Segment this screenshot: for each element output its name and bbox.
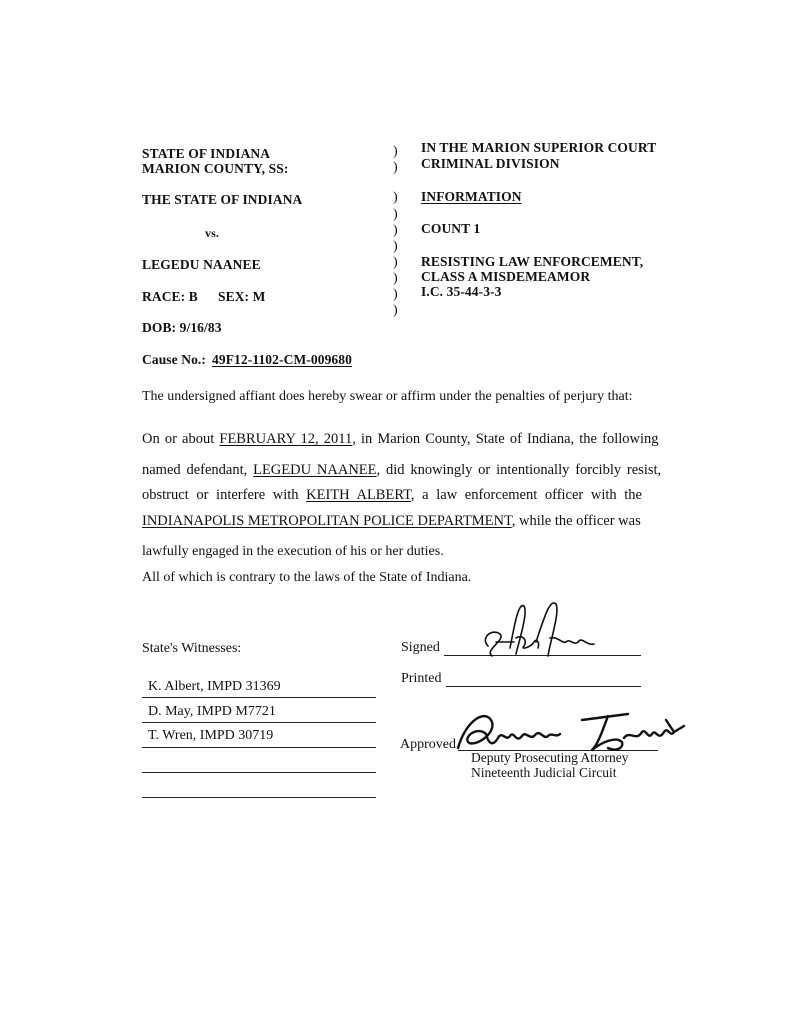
court-division: CRIMINAL DIVISION bbox=[421, 156, 560, 171]
court-name: IN THE MARION SUPERIOR COURT bbox=[421, 140, 657, 155]
caption-paren: ) bbox=[393, 144, 398, 159]
judicial-circuit: Nineteenth Judicial Circuit bbox=[471, 765, 617, 780]
state-label: STATE OF INDIANA bbox=[142, 146, 271, 161]
body-line-1 bbox=[142, 431, 659, 448]
printed-label: Printed bbox=[401, 671, 442, 686]
defendant-ref: LEGEDU NAANEE bbox=[253, 462, 377, 478]
race-field: RACE: B bbox=[142, 289, 198, 304]
witnesses-label: State's Witnesses: bbox=[142, 641, 242, 656]
body-line-2 bbox=[142, 462, 661, 479]
printed-line bbox=[446, 686, 641, 687]
body-text: , in Marion County, State of Indiana, the following bbox=[352, 431, 659, 447]
sex-field: SEX: M bbox=[218, 289, 266, 304]
versus-label: vs. bbox=[205, 226, 219, 240]
witness-item: T. Wren, IMPD 30719 bbox=[148, 728, 274, 743]
caption-paren: ) bbox=[393, 207, 398, 222]
body-text: named defendant, bbox=[142, 462, 254, 478]
caption-paren: ) bbox=[393, 287, 398, 302]
closing-statement: All of which is contrary to the laws of the State of Indiana. bbox=[142, 570, 472, 585]
affiant-signature bbox=[470, 598, 610, 668]
charge-line-1: RESISTING LAW ENFORCEMENT, bbox=[421, 254, 644, 269]
witness-item: K. Albert, IMPD 31369 bbox=[148, 679, 281, 694]
caption-paren: ) bbox=[393, 239, 398, 254]
document-type: INFORMATION bbox=[421, 189, 522, 204]
signed-label: Signed bbox=[401, 640, 440, 655]
statute-citation: I.C. 35-44-3-3 bbox=[421, 284, 502, 299]
body-text: , while the officer was bbox=[511, 513, 641, 529]
defendant-name: LEGEDU NAANEE bbox=[142, 257, 261, 272]
county-label: MARION COUNTY, SS: bbox=[142, 161, 289, 176]
body-line-4 bbox=[142, 513, 641, 530]
witness-line bbox=[142, 722, 376, 723]
plaintiff-name: THE STATE OF INDIANA bbox=[142, 192, 303, 207]
caption-paren: ) bbox=[393, 190, 398, 205]
officer-name: KEITH ALBERT bbox=[306, 487, 411, 503]
body-text: , did knowingly or intentionally forcibly resist, bbox=[376, 462, 662, 478]
approved-label: Approved bbox=[400, 737, 456, 752]
prosecutor-title: Deputy Prosecuting Attorney bbox=[471, 750, 629, 765]
count-label: COUNT 1 bbox=[421, 221, 481, 236]
witness-line bbox=[142, 772, 376, 773]
offense-date: FEBRUARY 12, 2011 bbox=[219, 431, 353, 447]
caption-paren: ) bbox=[393, 271, 398, 286]
body-line-5: lawfully engaged in the execution of his or her duties. bbox=[142, 544, 444, 559]
body-text: , a law enforcement officer with the bbox=[410, 487, 642, 503]
witness-item: D. May, IMPD M7721 bbox=[148, 704, 276, 719]
caption-paren: ) bbox=[393, 303, 398, 318]
caption-paren: ) bbox=[393, 223, 398, 238]
dob-field: DOB: 9/16/83 bbox=[142, 320, 222, 335]
cause-number: 49F12-1102-CM-009680 bbox=[212, 352, 352, 367]
body-text: obstruct or interfere with bbox=[142, 487, 307, 503]
caption-paren: ) bbox=[393, 255, 398, 270]
oath-statement: The undersigned affiant does hereby swear or affirm under the penalties of perjury that: bbox=[142, 389, 633, 404]
cause-label: Cause No.: bbox=[142, 352, 206, 367]
body-line-3 bbox=[142, 487, 642, 504]
caption-paren: ) bbox=[393, 160, 398, 175]
witness-line bbox=[142, 697, 376, 698]
witness-line bbox=[142, 747, 376, 748]
body-text: On or about bbox=[142, 431, 220, 447]
witness-line bbox=[142, 797, 376, 798]
department-name: INDIANAPOLIS METROPOLITAN POLICE DEPARTMENT bbox=[142, 513, 512, 529]
charge-line-2: CLASS A MISDEMEAMOR bbox=[421, 269, 591, 284]
